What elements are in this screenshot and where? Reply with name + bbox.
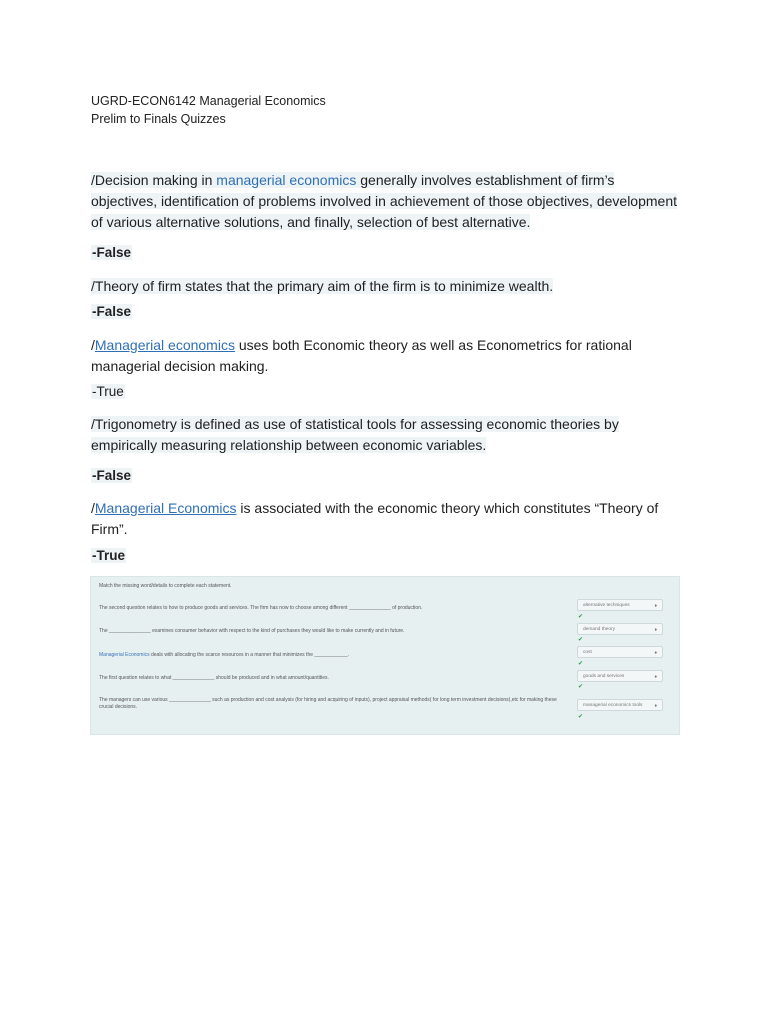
- check-icon: ✔: [578, 637, 584, 643]
- check-icon: ✔: [578, 661, 584, 667]
- quiz-dropdown-3-value: cost: [583, 650, 592, 655]
- quiz-dropdown-5-value: managerial economics tools: [583, 703, 643, 708]
- check-icon: ✔: [578, 614, 584, 620]
- quiz-dropdown-1-value: alternative techniques: [583, 603, 630, 608]
- quiz-dropdown-2-value: demand theory: [583, 627, 615, 632]
- quiz-dropdown-3[interactable]: [577, 646, 663, 658]
- quiz-statement-1: The second question relates to how to produce goods and services. The firm has now to choose among different _______________ of production.: [99, 605, 423, 611]
- document-subtitle: Prelim to Finals Quizzes: [91, 112, 226, 126]
- dropdown-arrow-icon: ♦: [654, 650, 657, 656]
- question-3: [91, 335, 681, 377]
- quiz-statement-3-text: deals with allocating the scarce resources in a manner that minimizes the ____________.: [149, 652, 350, 658]
- question-4-text: /Trigonometry is defined as use of statistical tools for assessing economic theories by empirically measuring relationship between economic variables.: [91, 416, 619, 453]
- question-1-prefix: /Decision making in: [91, 172, 217, 188]
- quiz-instruction: Match the missing word/details to complete each statement.: [99, 583, 232, 589]
- question-1-text: generally involves establishment of firm’s objectives, identification of problems involved in achievement of those objectives, development of various alternative solutions, and finally, selection of best alternative.: [91, 172, 677, 230]
- question-4: [91, 414, 681, 456]
- dropdown-arrow-icon: ♦: [654, 627, 657, 633]
- question-3-link[interactable]: Managerial economics: [94, 337, 235, 353]
- quiz-dropdown-4-value: goods and services: [583, 674, 625, 679]
- quiz-statement-4: The first question relates to what _______________ should be produced and in what amount/quantities.: [99, 675, 329, 681]
- check-icon: ✔: [578, 714, 584, 720]
- answer-3: -True: [92, 384, 124, 399]
- question-5-text: is associated with the economic theory which constitutes “Theory of Firm”.: [91, 500, 659, 537]
- question-5: [91, 498, 681, 540]
- question-2-text: /Theory of firm states that the primary aim of the firm is to minimize wealth.: [91, 278, 554, 294]
- dropdown-arrow-icon: ♦: [654, 703, 657, 709]
- question-5-prefix: /: [91, 500, 95, 516]
- question-2: [91, 276, 681, 297]
- quiz-statement-3: [99, 652, 569, 659]
- question-5-link[interactable]: Managerial Economics: [94, 500, 237, 516]
- question-3-prefix: /: [91, 337, 95, 353]
- quiz-dropdown-2[interactable]: [577, 623, 663, 635]
- answer-5: -True: [92, 548, 126, 563]
- quiz-dropdown-4[interactable]: [577, 670, 663, 682]
- question-1: [91, 170, 681, 233]
- question-3-text: uses both Economic theory as well as Econometrics for rational managerial decision making.: [91, 337, 632, 374]
- dropdown-arrow-icon: ♦: [654, 674, 657, 680]
- course-title: UGRD-ECON6142 Managerial Economics: [91, 94, 326, 108]
- dropdown-arrow-icon: ♦: [654, 603, 657, 609]
- answer-1: -False: [92, 245, 132, 260]
- quiz-dropdown-1[interactable]: [577, 599, 663, 611]
- check-icon: ✔: [578, 684, 584, 690]
- answer-2: -False: [92, 304, 132, 319]
- question-1-link[interactable]: managerial economics: [216, 172, 357, 188]
- quiz-dropdown-5[interactable]: [577, 699, 663, 711]
- quiz-statement-5: The managers can use various _______________ such as production and cost analysis (for hiring and acquiring of inputs), project appraisal methods( for long term investment decisions),etc for making these crucial decisions.: [99, 697, 557, 710]
- quiz-statement-2: The _______________ examines consumer behavior with respect to the kind of purchases they would like to make currently and in future.: [99, 628, 405, 634]
- quiz-statement-3-link[interactable]: Managerial Economics: [99, 652, 150, 658]
- quiz-matching-screenshot: [90, 576, 680, 735]
- answer-4: -False: [92, 468, 132, 483]
